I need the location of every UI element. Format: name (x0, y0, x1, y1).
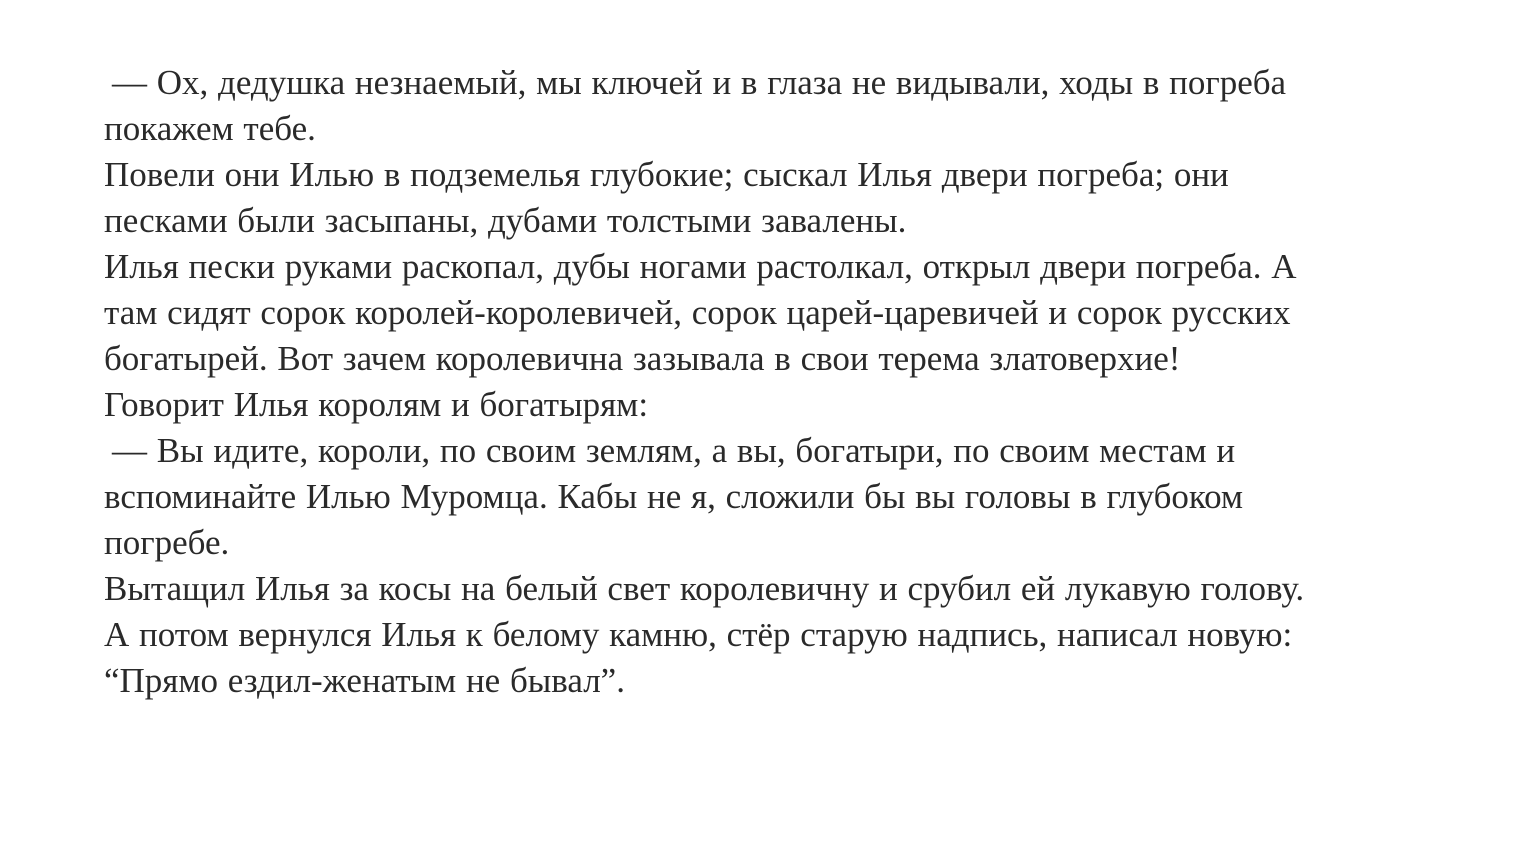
text-line-3: Повели они Илью в подземелья глубокие; сыскал Илья двери погреба; они (104, 155, 1229, 194)
text-line-6: там сидят сорок королей-королевичей, сорок царей-царевичей и сорок русских (104, 293, 1291, 332)
text-line-12: Вытащил Илья за косы на белый свет королевичну и срубил ей лукавую голову. (104, 569, 1305, 608)
text-line-2: покажем тебе. (104, 109, 316, 148)
text-line-5: Илья пески руками раскопал, дубы ногами растолкал, открыл двери погреба. А (104, 247, 1297, 286)
text-line-1: — Ох, дедушка незнаемый, мы ключей и в глаза не видывали, ходы в погреба (112, 63, 1287, 102)
text-line-10: вспоминайте Илью Муромца. Кабы не я, сложили бы вы головы в глубоком (104, 477, 1244, 516)
text-line-7: богатырей. Вот зачем королевична зазывала в свои терема златоверхие! (104, 339, 1181, 378)
text-line-13: А потом вернулся Илья к белому камню, стёр старую надпись, написал новую: (104, 615, 1293, 654)
text-line-14: “Прямо ездил-женатым не бывал”. (104, 661, 625, 700)
story-text (104, 60, 1434, 704)
text-line-4: песками были засыпаны, дубами толстыми завалены. (104, 201, 907, 240)
text-line-9: — Вы идите, короли, по своим землям, а вы, богатыри, по своим местам и (112, 431, 1236, 470)
text-line-11: погребе. (104, 523, 230, 562)
text-line-8: Говорит Илья королям и богатырям: (104, 385, 649, 424)
